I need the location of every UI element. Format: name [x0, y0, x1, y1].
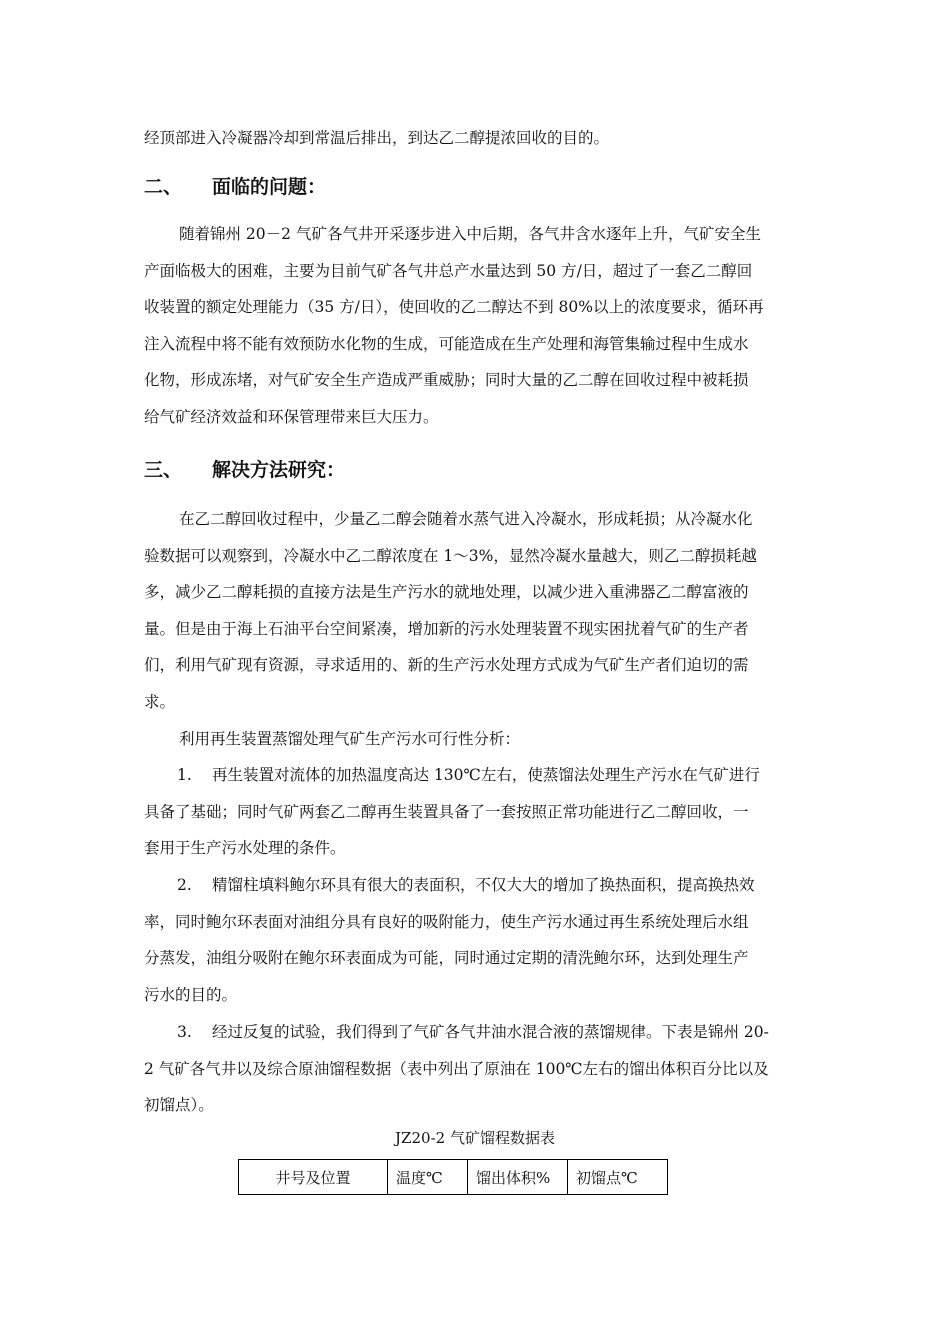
header-temperature: 温度℃ [388, 1160, 468, 1195]
text-line: 利用再生装置蒸馏处理气矿生产污水可行性分析： [179, 730, 521, 748]
intro-paragraph [144, 120, 808, 157]
problems-paragraph [144, 216, 808, 435]
text-line: 收装置的额定处理能力（35 方/日），使回收的乙二醇达不到 80%以上的浓度要求，循环再 [144, 298, 764, 316]
list-item-1 [144, 757, 808, 867]
header-initial-boiling-point: 初馏点℃ [568, 1160, 668, 1195]
list-item-3 [144, 1014, 808, 1124]
text-line: 在乙二醇回收过程中，少量乙二醇会随着水蒸气进入冷凝水，形成耗损；从冷凝水化 [179, 510, 753, 528]
table-header-row [239, 1160, 668, 1195]
header-well-position: 井号及位置 [239, 1160, 388, 1195]
list-number: 1. [177, 766, 192, 784]
text-line: 率，同时鲍尔环表面对油组分具有良好的吸附能力，使生产污水通过再生系统处理后水组 [144, 912, 749, 931]
list-item-first-line [144, 757, 808, 794]
text-line: 量。但是由于海上石油平台空间紧凑，增加新的污水处理装置不现实困扰着气矿的生产者 [144, 619, 749, 638]
text-line: 经顶部进入冷凝器冷却到常温后排出，到达乙二醇提浓回收的目的。 [144, 129, 610, 147]
section-heading-problems [144, 172, 326, 202]
section-title: 面临的问题： [212, 176, 327, 198]
text-line: 再生装置对流体的加热温度高达 130℃左右，使蒸馏法处理生产污水在气矿进行 [212, 766, 760, 784]
section-title: 解决方法研究： [212, 459, 346, 481]
list-number: 2. [177, 876, 192, 894]
table-caption: JZ20-2 气矿馏程数据表 [395, 1129, 555, 1147]
solutions-paragraph [144, 501, 808, 720]
text-line: 精馏柱填料鲍尔环具有很大的表面积，不仅大大的增加了换热面积，提高换热效 [212, 876, 755, 894]
text-line: 2 气矿各气井以及综合原油馏程数据（表中列出了原油在 100℃左右的馏出体积百分比以及 [144, 1059, 769, 1078]
distillation-data-table [238, 1159, 668, 1195]
section-number: 三、 [144, 459, 183, 481]
list-item-2 [144, 867, 808, 1013]
text-line: 污水的目的。 [144, 985, 238, 1004]
text-line: 多，减少乙二醇耗损的直接方法是生产污水的就地处理，以减少进入重沸器乙二醇富液的 [144, 583, 749, 601]
text-line: 具备了基础；同时气矿两套乙二醇再生装置具备了一套按照正常功能进行乙二醇回收，一 [144, 802, 749, 821]
text-line: 注入流程中将不能有效预防水化物的生成，可能造成在生产处理和海管集输过程中生成水 [144, 334, 749, 353]
text-line: 给气矿经济效益和环保管理带来巨大压力。 [144, 407, 439, 426]
list-item-first-line [144, 1014, 808, 1051]
text-line: 套用于生产污水处理的条件。 [144, 839, 346, 857]
text-line: 初馏点）。 [144, 1096, 214, 1114]
section-number: 二、 [144, 176, 183, 198]
text-line: 产面临极大的困难，主要为目前气矿各气井总产水量达到 50 方/日，超过了一套乙二醇回 [144, 261, 753, 280]
text-line: 经过反复的试验，我们得到了气矿各气井油水混合液的蒸馏规律。下表是锦州 20- [212, 1023, 769, 1041]
list-number: 3. [177, 1023, 192, 1041]
text-line: 化物，形成冻堵，对气矿安全生产造成严重威胁；同时大量的乙二醇在回收过程中被耗损 [144, 371, 749, 389]
section-heading-solutions [144, 455, 345, 485]
text-line: 验数据可以观察到，冷凝水中乙二醇浓度在 1～3%，显然冷凝水量越大，则乙二醇损耗越 [144, 546, 757, 565]
text-line: 们，利用气矿现有资源，寻求适用的、新的生产污水处理方式成为气矿生产者们迫切的需 [144, 656, 749, 674]
text-line: 随着锦州 20－2 气矿各气井开采逐步进入中后期，各气井含水逐年上升，气矿安全生 [179, 225, 761, 243]
text-line: 求。 [144, 692, 176, 711]
feasibility-intro [144, 721, 808, 758]
text-line: 分蒸发，油组分吸附在鲍尔环表面成为可能，同时通过定期的清洗鲍尔环，达到处理生产 [144, 949, 749, 967]
header-distilled-volume: 馏出体积% [468, 1160, 568, 1195]
list-item-first-line [144, 867, 808, 904]
